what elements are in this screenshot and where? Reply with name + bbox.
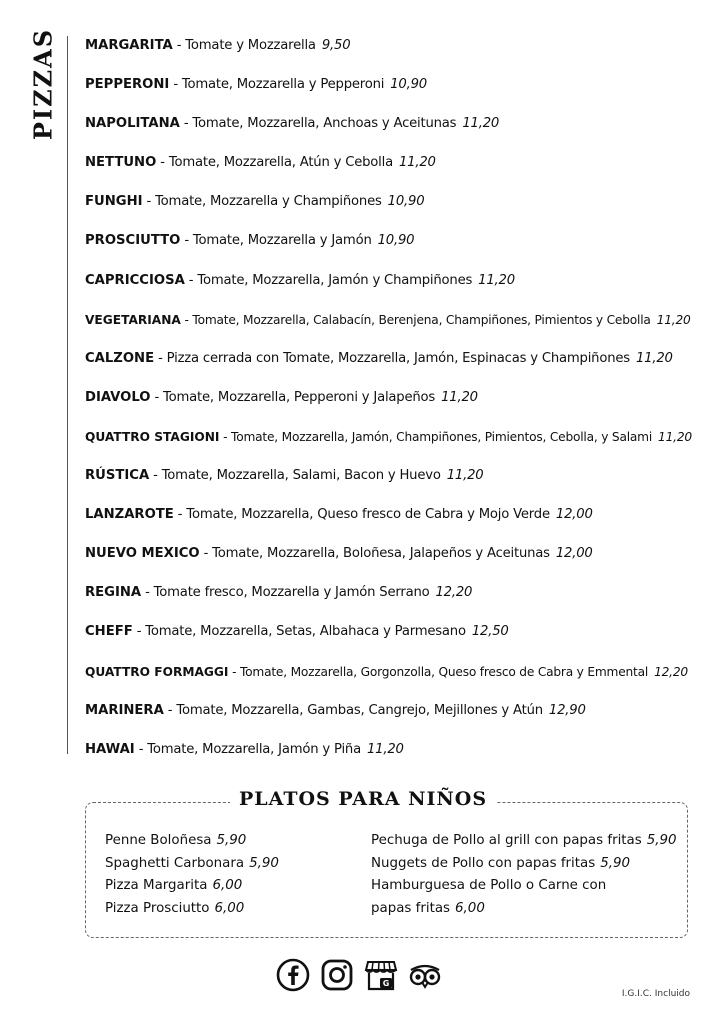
item-description: - Tomate, Mozzarella, Gambas, Cangrejo, Mejillones y Atún	[163, 702, 543, 718]
tax-note: I.G.I.C. Incluido	[621, 989, 690, 999]
item-price: 11,20	[635, 350, 673, 366]
item-name: NAPOLITANA	[85, 116, 180, 132]
kids-item-price: 5,90	[646, 833, 677, 848]
item-price: 12,00	[555, 546, 593, 562]
item-description: - Tomate, Mozzarella y Pepperoni	[169, 77, 385, 93]
kids-item-name: Hamburguesa de Pollo o Carne con	[371, 878, 607, 894]
menu-item	[85, 233, 692, 272]
item-name: CALZONE	[85, 350, 155, 366]
kids-item-price: 6,00	[455, 900, 485, 916]
menu-item	[85, 155, 692, 194]
kids-item-name: papas fritas	[371, 900, 451, 916]
item-description: - Tomate, Mozzarella, Calabacín, Berenjena, Champiñones, Pimientos y Cebolla	[180, 312, 651, 327]
item-description: - Tomate, Mozzarella, Boloñesa, Jalapeños y Aceitunas	[199, 546, 550, 562]
item-price: 11,20	[478, 272, 515, 288]
kids-item-price: 5,90	[600, 855, 631, 871]
facebook-icon[interactable]	[276, 958, 310, 992]
item-price: 11,20	[462, 116, 500, 132]
item-price: 10,90	[387, 194, 425, 210]
item-name: NUEVO MEXICO	[85, 546, 200, 562]
item-price: 11,20	[441, 389, 478, 405]
menu-item	[85, 546, 692, 585]
kids-menu-right-column	[371, 830, 677, 920]
menu-item	[85, 585, 692, 624]
item-name: FUNGHI	[85, 194, 143, 210]
item-name: QUATTRO FORMAGGI	[85, 664, 229, 679]
kids-menu-item	[371, 853, 677, 876]
kids-menu-left-column	[105, 830, 279, 920]
item-description: - Tomate, Mozzarella, Jamón y Piña	[134, 741, 361, 757]
kids-item-price: 5,90	[249, 855, 279, 871]
kids-menu-item	[105, 830, 279, 853]
item-name: PROSCIUTTO	[85, 233, 181, 249]
kids-item-price: 5,90	[216, 833, 247, 848]
kids-item-name: Penne Boloñesa	[105, 833, 212, 848]
item-price: 11,20	[446, 468, 484, 484]
item-price: 11,20	[398, 155, 436, 171]
item-description: - Pizza cerrada con Tomate, Mozzarella, Jamón, Espinacas y Champiñones	[154, 350, 630, 366]
kids-menu-item	[371, 875, 677, 898]
item-description: - Tomate fresco, Mozzarella y Jamón Serrano	[141, 585, 430, 601]
tripadvisor-icon[interactable]	[408, 958, 442, 992]
item-name: DIAVOLO	[85, 389, 151, 405]
item-price: 12,50	[471, 624, 509, 640]
section-title	[20, 27, 66, 141]
item-name: HAWAI	[85, 741, 135, 757]
item-description: - Tomate, Mozzarella, Salami, Bacon y Huevo	[149, 468, 441, 484]
item-description: - Tomate, Mozzarella y Champiñones	[142, 194, 382, 210]
item-price: 11,20	[658, 429, 692, 444]
item-name: REGINA	[85, 585, 142, 601]
kids-menu-item	[371, 830, 677, 853]
menu-item	[85, 38, 692, 77]
menu-item	[85, 624, 692, 663]
item-price: 12,20	[654, 664, 688, 679]
item-description: - Tomate, Mozzarella, Pepperoni y Jalapeños	[150, 389, 436, 405]
svg-text:G: G	[382, 979, 390, 988]
menu-item	[85, 351, 692, 390]
item-name: QUATTRO STAGIONI	[85, 429, 220, 444]
social-icons	[276, 958, 442, 992]
item-price: 10,90	[390, 77, 427, 93]
item-name: LANZAROTE	[85, 507, 174, 523]
kids-item-name: Pizza Margarita	[105, 878, 208, 894]
section-divider	[67, 36, 68, 754]
item-price: 12,90	[548, 702, 586, 718]
item-name: RÚSTICA	[85, 468, 150, 484]
menu-item	[85, 429, 692, 468]
item-price: 11,20	[656, 312, 691, 327]
instagram-icon[interactable]	[320, 958, 354, 992]
menu-item	[85, 468, 692, 507]
menu-item	[85, 273, 692, 312]
kids-menu-item	[371, 898, 677, 921]
menu-item	[85, 390, 692, 429]
menu-item	[85, 507, 692, 546]
menu-item	[85, 664, 692, 703]
kids-item-price: 6,00	[212, 878, 243, 894]
item-price: 12,00	[555, 507, 593, 523]
item-description: - Tomate, Mozzarella, Atún y Cebolla	[156, 155, 393, 171]
item-description: - Tomate, Mozzarella, Jamón y Champiñones	[184, 272, 473, 288]
kids-menu-title: PLATOS PARA NIÑOS	[230, 788, 496, 810]
menu-item	[85, 194, 692, 233]
kids-menu-item	[105, 875, 279, 898]
kids-item-name: Nuggets de Pollo con papas fritas	[371, 855, 596, 871]
item-name: PEPPERONI	[85, 77, 170, 93]
menu-item	[85, 77, 692, 116]
item-description: - Tomate, Mozzarella, Gorgonzolla, Queso fresco de Cabra y Emmental	[228, 664, 649, 679]
section-title-text: PIZZAS	[28, 27, 58, 141]
item-price: 10,90	[377, 233, 415, 249]
item-description: - Tomate, Mozzarella y Jamón	[180, 233, 372, 249]
item-name: CHEFF	[85, 624, 133, 640]
kids-item-price: 6,00	[214, 900, 245, 916]
item-price: 11,20	[366, 741, 404, 757]
item-price: 9,50	[321, 38, 351, 53]
item-description: - Tomate, Mozzarella, Jamón, Champiñones, Pimientos, Cebolla, y Salami	[219, 429, 653, 444]
menu-item	[85, 116, 692, 155]
item-price: 12,20	[435, 585, 473, 601]
item-name: VEGETARIANA	[85, 312, 181, 327]
item-name: MARGARITA	[85, 38, 173, 53]
menu-item	[85, 312, 692, 351]
pizza-list	[85, 38, 692, 781]
item-description: - Tomate, Mozzarella, Setas, Albahaca y Parmesano	[132, 624, 466, 640]
item-description: - Tomate y Mozzarella	[172, 38, 316, 53]
item-name: CAPRICCIOSA	[85, 272, 185, 288]
kids-menu-item	[105, 853, 279, 876]
menu-item	[85, 742, 692, 781]
item-description: - Tomate, Mozzarella, Queso fresco de Cabra y Mojo Verde	[173, 507, 550, 523]
item-name: MARINERA	[85, 702, 164, 718]
menu-item	[85, 703, 692, 742]
kids-item-name: Pizza Prosciutto	[105, 900, 210, 916]
item-description: - Tomate, Mozzarella, Anchoas y Aceitunas	[179, 116, 457, 132]
kids-item-name: Spaghetti Carbonara	[105, 855, 245, 871]
kids-item-name: Pechuga de Pollo al grill con papas fritas	[371, 833, 642, 848]
google-business-icon[interactable]	[364, 958, 398, 992]
kids-menu-item	[105, 898, 279, 921]
item-name: NETTUNO	[85, 155, 157, 171]
